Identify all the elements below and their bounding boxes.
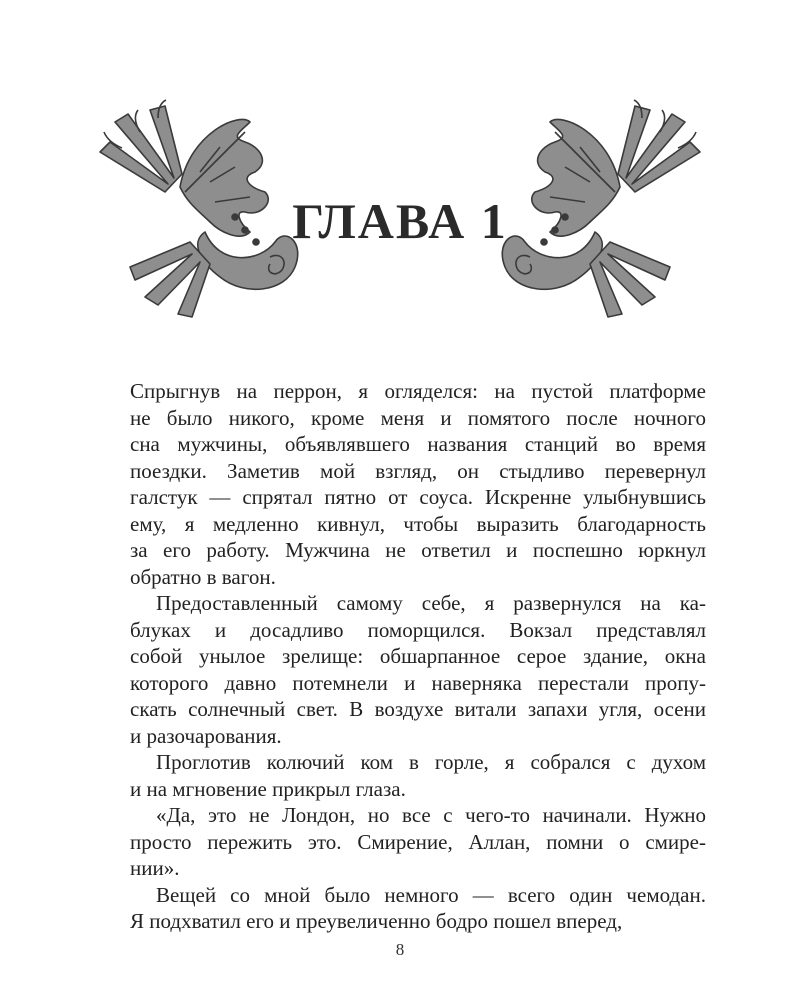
paragraph <box>130 590 706 749</box>
text-line: сна мужчины, объявлявшего названия станций во время <box>130 432 706 456</box>
text-line: Спрыгнув на перрон, я огляделся: на пустой платформе <box>130 379 706 403</box>
page-number: 8 <box>395 940 405 959</box>
text-line: просто пережить это. Смирение, Аллан, помни о смире- <box>130 829 706 854</box>
text-line: и на мгновение прикрыл глаза. <box>130 776 406 801</box>
text-line: «Да, это не Лондон, но все с чего-то начинали. Нужно <box>156 803 706 827</box>
text-line: которого давно потемнели и наверняка перестали пропу- <box>130 670 706 695</box>
paragraph <box>130 802 706 882</box>
text-line: скать солнечный свет. В воздухе витали запахи угля, осени <box>130 697 706 721</box>
text-line: не было никого, кроме меня и помятого после ночного <box>130 405 706 430</box>
text-line: Предоставленный самому себе, я развернулся на ка- <box>156 591 706 615</box>
text-line: нии». <box>130 856 180 880</box>
paragraph <box>130 749 706 802</box>
paragraph <box>130 378 706 590</box>
text-line: поездки. Заметив мой взгляд, он стыдливо перевернул <box>130 458 706 483</box>
paragraph <box>130 882 706 935</box>
text-line: ему, я медленно кивнул, чтобы выразить благодарность <box>130 511 706 536</box>
text-line: Вещей со мной было немного — всего один чемодан. <box>156 882 706 907</box>
text-line: Я подхватил его и преувеличенно бодро пошел вперед, <box>130 909 623 933</box>
text-line: собой унылое зрелище: обшарпанное серое здание, окна <box>130 644 706 668</box>
text-line: Проглотив колючий ком в горле, я собрался с духом <box>156 750 706 774</box>
text-line: галстук — спрятал пятно от соуса. Искренне улыбнувшись <box>130 485 706 509</box>
body-text <box>130 378 706 935</box>
text-line: обратно в вагон. <box>130 564 276 589</box>
text-line: и разочарования. <box>130 723 282 748</box>
chapter-title: ГЛАВА 1 <box>292 193 508 249</box>
text-line: за его работу. Мужчина не ответил и поспешно юркнул <box>130 538 706 562</box>
text-line: блуках и досадливо поморщился. Вокзал представлял <box>130 617 706 642</box>
